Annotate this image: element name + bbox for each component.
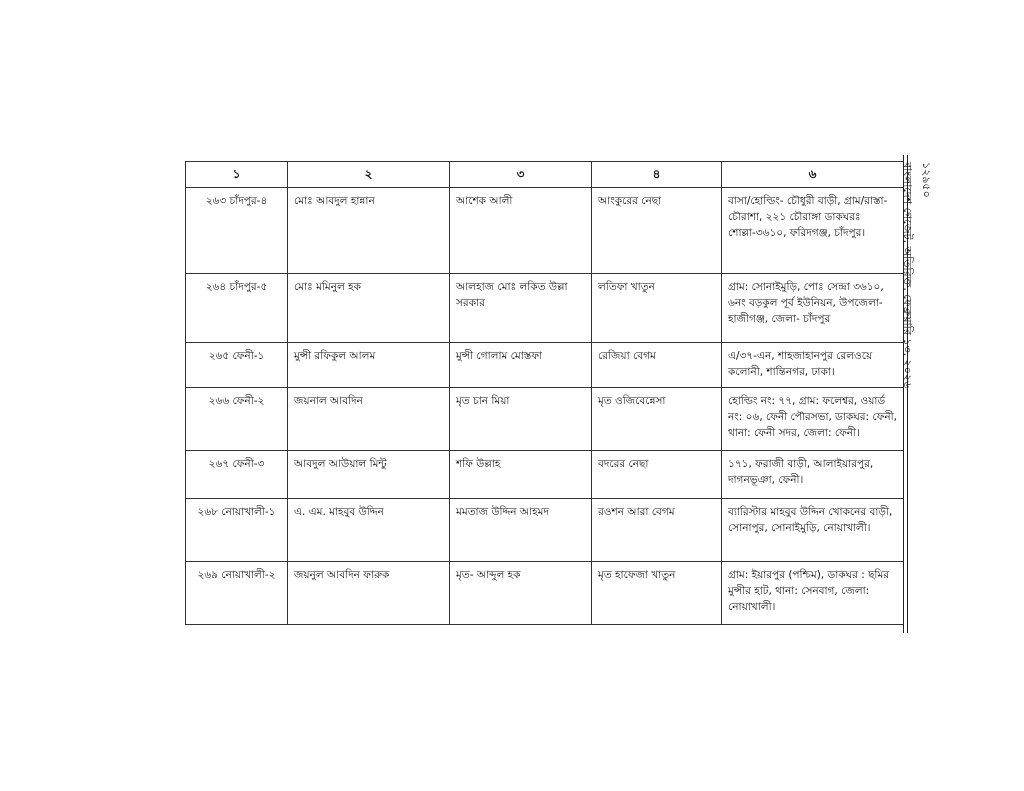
table-row [186, 187, 904, 273]
address-cell: বাসা/হোল্ডিং- চৌধুরী বাড়ী, গ্রাম/রাস্তা- চৌরাশা, ২২১ চৌরাঙ্গা ডাকঘরঃ শোল্লা-৩৬১০, ফরিদগঞ্জ, চাঁদপুর। [722, 187, 904, 273]
candidate-name-cell: মোঃ আবদুল হান্নান [288, 187, 450, 273]
column-header-6: ৬ [722, 162, 904, 188]
candidate-name-cell: মোঃ মমিনুল হক [288, 273, 450, 342]
page-number: ১২৯৫০ [920, 162, 933, 198]
table-row [186, 561, 904, 624]
mother-name-cell: লতিফা খাতুন [592, 273, 722, 342]
seat-cell: ২৬৯ নোয়াখালী-২ [186, 561, 288, 624]
candidate-name-cell: এ. এম. মাহবুব উদ্দিন [288, 498, 450, 561]
candidate-name-cell: জয়নাল আবদিন [288, 387, 450, 450]
mother-name-cell: মৃত ওজিবেন্নেসা [592, 387, 722, 450]
table-header-row [186, 162, 904, 188]
father-name-cell: শফি উল্লাহ [450, 450, 592, 498]
address-cell: হোল্ডিং নং: ৭৭, গ্রাম: ফলেশ্বর, ওয়ার্ড নং: ০৬, ফেনী পৌরসভা, ডাকঘর: ফেনী, থানা: ফেনী সদর, জেলা: ফেনী। [722, 387, 904, 450]
candidate-name-cell: জয়নুল আবদিন ফারুক [288, 561, 450, 624]
address-cell: ১৭১, ফরাজী বাড়ী, আলাইয়ারপুর, দাগনভূঞা, ফেনী। [722, 450, 904, 498]
seat-cell: ২৬৭ ফেনী-৩ [186, 450, 288, 498]
father-name-cell: আশেক আলী [450, 187, 592, 273]
address-cell: এ/৩৭-এন, শাহজাহানপুর রেলওয়ে কলোনী, শান্তিনগর, ঢাকা। [722, 342, 904, 387]
address-cell: ব্যারিস্টার মাহবুব উদ্দিন খোকনের বাড়ী, সোনাপুর, সোনাইমুড়ি, নোয়াখালী। [722, 498, 904, 561]
mother-name-cell: রওশন আরা বেগম [592, 498, 722, 561]
table-row [186, 387, 904, 450]
table-row [186, 342, 904, 387]
candidate-name-cell: আবদুল আউয়াল মিন্টু [288, 450, 450, 498]
mother-name-cell: আংকুরের নেছা [592, 187, 722, 273]
gazette-running-header [901, 162, 935, 522]
column-header-2: ২ [288, 162, 450, 188]
father-name-cell: আলহাজ মোঃ লকিত উল্লা সরকার [450, 273, 592, 342]
column-header-3: ৩ [450, 162, 592, 188]
table-row [186, 450, 904, 498]
father-name-cell: মুন্সী গোলাম মোস্তফা [450, 342, 592, 387]
address-cell: গ্রাম: সোনাইমুড়ি, পোঃ সেন্দ্রা ৩৬১০, ৬নং বড়কুল পূর্ব ইউনিয়ন, উপজেলা- হাজীগঞ্জ, জেলা- চাঁদপুর [722, 273, 904, 342]
father-name-cell: মৃত চান মিয়া [450, 387, 592, 450]
candidate-name-cell: মুন্সী রফিকুল আলম [288, 342, 450, 387]
seat-cell: ২৬৪ চাঁদপুর-৫ [186, 273, 288, 342]
column-header-4: ৪ [592, 162, 722, 188]
mother-name-cell: বদরের নেছা [592, 450, 722, 498]
father-name-cell: মমতাজ উদ্দিন আহমদ [450, 498, 592, 561]
table-row [186, 273, 904, 342]
seat-cell: ২৬৩ চাঁদপুর-৪ [186, 187, 288, 273]
candidate-table [185, 161, 904, 625]
column-header-1: ১ [186, 162, 288, 188]
table-row [186, 498, 904, 561]
father-name-cell: মৃত- আব্দুল হক [450, 561, 592, 624]
seat-cell: ২৬৬ ফেনী-২ [186, 387, 288, 450]
seat-cell: ২৬৮ নোয়াখালী-১ [186, 498, 288, 561]
mother-name-cell: রেজিয়া বেগম [592, 342, 722, 387]
gazette-title: বাংলাদেশ গেজেট, অতিরিক্ত, ফেব্রুয়ারি ১৩, ২০২৬ [901, 162, 914, 389]
seat-cell: ২৬৫ ফেনী-১ [186, 342, 288, 387]
mother-name-cell: মৃত হাফেজা খাতুন [592, 561, 722, 624]
address-cell: গ্রাম: ইয়ারপুর (পশ্চিম), ডাকঘর : ছমির মুন্সীর হাট, থানা: সেনবাগ, জেলা: নোয়াখালী। [722, 561, 904, 624]
